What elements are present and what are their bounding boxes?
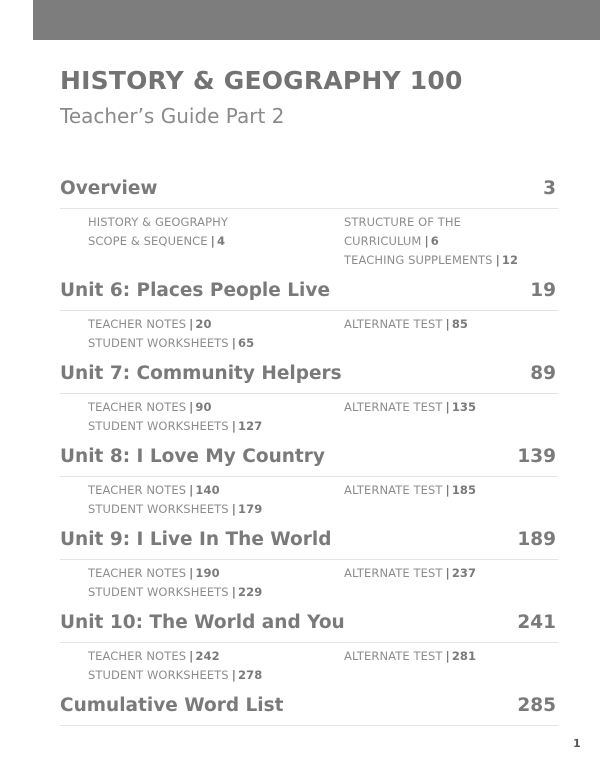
toc-subentries	[60, 643, 558, 693]
subentry-page-number: | 190	[189, 566, 220, 580]
subentry-page-number: | 185	[446, 483, 477, 497]
toc-section-heading	[60, 693, 558, 726]
section-title: Unit 6: Places People Live	[60, 280, 331, 301]
toc-subentry	[344, 647, 586, 666]
header-band	[33, 0, 600, 40]
subentries-column-right	[344, 481, 586, 519]
subentry-label: STUDENT WORKSHEETS	[88, 585, 229, 599]
toc-subentry	[344, 315, 586, 334]
subentry-label: TEACHER NOTES	[88, 317, 187, 331]
toc-subentry	[88, 500, 344, 519]
toc-subentry	[88, 417, 344, 436]
toc-subentries	[60, 209, 558, 278]
toc-subentry	[88, 213, 344, 232]
book-title: HISTORY & GEOGRAPHY 100	[60, 66, 463, 95]
toc-section-heading	[60, 361, 558, 394]
toc-subentry	[88, 564, 344, 583]
toc-subentry	[344, 213, 586, 232]
subentry-label: STUDENT WORKSHEETS	[88, 502, 229, 516]
subentries-column-right	[344, 213, 586, 270]
subentry-page-number: | 179	[232, 502, 263, 516]
toc-subentry	[88, 398, 344, 417]
subentry-page-number: | 229	[232, 585, 263, 599]
toc-section-heading	[60, 527, 558, 560]
subentry-page-number: | 65	[232, 336, 255, 350]
toc-subentry	[88, 334, 344, 353]
book-subtitle: Teacher’s Guide Part 2	[60, 104, 285, 128]
subentry-label: TEACHER NOTES	[88, 566, 187, 580]
subentry-label: STUDENT WORKSHEETS	[88, 419, 229, 433]
subentry-label: TEACHER NOTES	[88, 483, 187, 497]
section-title: Unit 8: I Love My Country	[60, 446, 325, 467]
section-page-number: 189	[517, 529, 556, 550]
subentries-column-left	[88, 315, 344, 353]
toc-subentry	[88, 232, 344, 251]
section-page-number: 3	[543, 178, 556, 199]
toc-subentry	[88, 666, 344, 685]
toc-section-heading	[60, 444, 558, 477]
toc-subentries	[60, 394, 558, 444]
toc-subentry	[88, 647, 344, 666]
subentry-label: TEACHER NOTES	[88, 400, 187, 414]
section-page-number: 19	[530, 280, 556, 301]
subentry-label: TEACHER NOTES	[88, 649, 187, 663]
section-page-number: 241	[517, 612, 556, 633]
subentry-page-number: | 140	[189, 483, 220, 497]
subentry-label: CURRICULUM	[344, 234, 422, 248]
toc-subentry	[344, 251, 586, 270]
subentries-column-right	[344, 315, 586, 353]
subentry-label: STUDENT WORKSHEETS	[88, 668, 229, 682]
section-page-number: 139	[517, 446, 556, 467]
subentries-column-right	[344, 398, 586, 436]
toc-subentries	[60, 311, 558, 361]
toc-subentry	[344, 398, 586, 417]
subentry-page-number: | 90	[189, 400, 212, 414]
subentry-page-number: | 12	[496, 253, 519, 267]
subentry-label: ALTERNATE TEST	[344, 317, 443, 331]
toc-section-heading	[60, 610, 558, 643]
toc-subentries	[60, 560, 558, 610]
section-title: Cumulative Word List	[60, 695, 284, 716]
subentry-page-number: | 20	[189, 317, 212, 331]
toc-subentry	[88, 583, 344, 602]
subentry-label: ALTERNATE TEST	[344, 566, 443, 580]
subentries-column-left	[88, 481, 344, 519]
section-title: Unit 7: Community Helpers	[60, 363, 342, 384]
toc-subentries	[60, 477, 558, 527]
toc-subentry	[88, 315, 344, 334]
subentry-label: ALTERNATE TEST	[344, 400, 443, 414]
subentry-label: HISTORY & GEOGRAPHY	[88, 215, 229, 229]
section-title: Unit 9: I Live In The World	[60, 529, 332, 550]
subentries-column-left	[88, 398, 344, 436]
subentry-page-number: | 127	[232, 419, 263, 433]
subentries-column-left	[88, 564, 344, 602]
subentry-label: STUDENT WORKSHEETS	[88, 336, 229, 350]
subentries-column-left	[88, 647, 344, 685]
toc-section-heading	[60, 278, 558, 311]
subentry-page-number: | 85	[446, 317, 469, 331]
subentry-page-number: | 242	[189, 649, 220, 663]
subentry-page-number: | 281	[446, 649, 477, 663]
subentry-label: STRUCTURE OF THE	[344, 215, 461, 229]
subentries-column-left	[88, 213, 344, 270]
subentry-label: TEACHING SUPPLEMENTS	[344, 253, 493, 267]
subentries-column-right	[344, 564, 586, 602]
section-page-number: 89	[530, 363, 556, 384]
toc-subentry	[344, 481, 586, 500]
subentry-label: SCOPE & SEQUENCE	[88, 234, 208, 248]
subentry-page-number: | 6	[424, 234, 438, 248]
section-title: Unit 10: The World and You	[60, 612, 345, 633]
section-page-number: 285	[517, 695, 556, 716]
subentries-column-right	[344, 647, 586, 685]
page-number: 1	[573, 737, 581, 750]
toc-subentry	[88, 481, 344, 500]
toc-section-heading	[60, 176, 558, 209]
subentry-page-number: | 237	[446, 566, 477, 580]
section-title: Overview	[60, 178, 158, 199]
table-of-contents	[60, 176, 558, 726]
subentry-label: ALTERNATE TEST	[344, 483, 443, 497]
subentry-label: ALTERNATE TEST	[344, 649, 443, 663]
subentry-page-number: | 135	[446, 400, 477, 414]
subentry-page-number: | 278	[232, 668, 263, 682]
toc-subentry	[344, 232, 586, 251]
toc-subentry	[344, 564, 586, 583]
subentry-page-number: | 4	[211, 234, 225, 248]
